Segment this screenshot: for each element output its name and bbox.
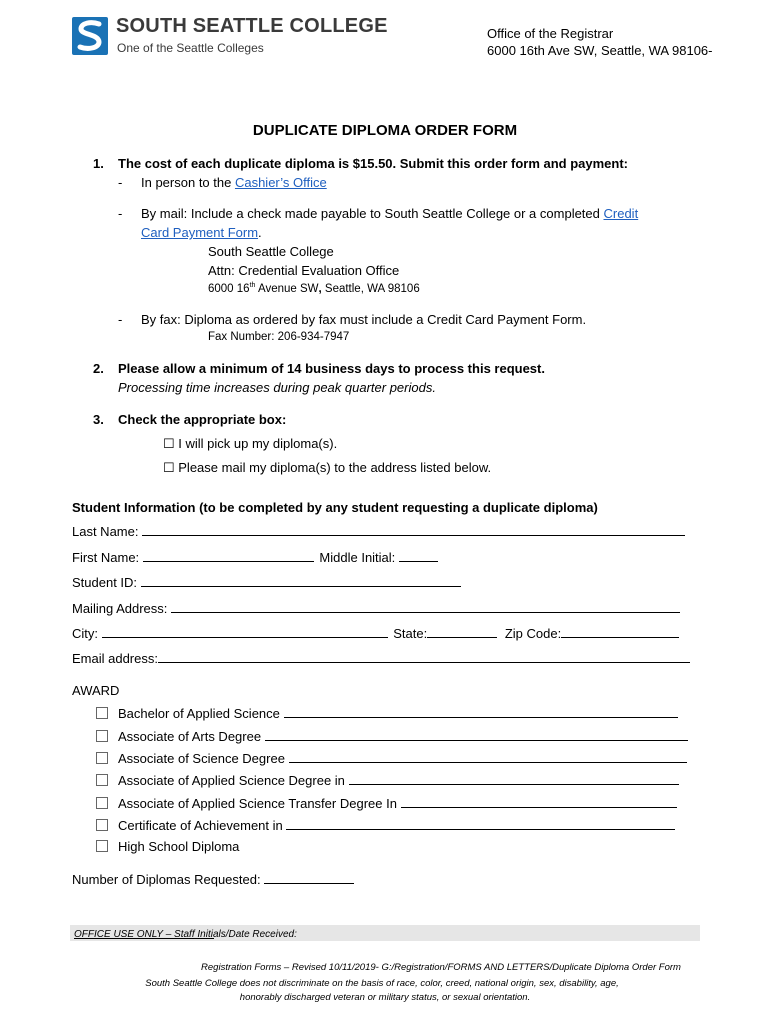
by-mail-prefix: By mail: Include a check made payable to South Seattle College or a completed (141, 206, 604, 221)
office-use-label: OFFICE USE ONLY – Staff Initials/Date Received: (74, 929, 297, 940)
college-tagline: One of the Seattle Colleges (117, 41, 264, 55)
award-checkbox[interactable] (96, 840, 108, 852)
mail-option[interactable]: ☐ Please mail my diploma(s) to the address listed below. (163, 460, 492, 475)
award-detail-field[interactable] (349, 772, 679, 785)
diplomas-requested-label: Number of Diplomas Requested: (72, 872, 261, 887)
first-name-row (72, 549, 438, 565)
student-info-heading: Student Information (to be completed by any student requesting a duplicate diploma) (72, 500, 598, 515)
award-detail-field[interactable] (284, 705, 678, 718)
section-3-number: 3. (93, 412, 104, 427)
award-label: Associate of Applied Science Transfer Degree In (118, 796, 397, 811)
office-address: 6000 16th Ave SW, Seattle, WA 98106- (487, 43, 713, 58)
award-label: Associate of Science Degree (118, 751, 285, 766)
award-checkbox[interactable] (96, 797, 108, 809)
bullet-by-mail (118, 206, 639, 221)
street-number: 6000 16 (208, 282, 250, 295)
award-checkbox[interactable] (96, 752, 108, 764)
award-heading: AWARD (72, 683, 120, 698)
footer-nondiscrimination-2: honorably discharged veteran or military status, or sexual orientation. (239, 992, 531, 1003)
award-checkbox[interactable] (96, 819, 108, 831)
section-3-heading: Check the appropriate box: (118, 412, 287, 427)
city-label: City: (72, 626, 98, 641)
by-mail-text-line2 (141, 225, 262, 240)
office-use-field[interactable] (74, 929, 214, 939)
award-checkbox[interactable] (96, 774, 108, 786)
award-label: Bachelor of Applied Science (118, 706, 280, 721)
first-name-field[interactable] (143, 549, 314, 562)
award-associate-applied-science[interactable] (96, 772, 679, 788)
bullet-in-person (118, 175, 327, 190)
student-id-field[interactable] (141, 574, 461, 587)
award-bachelor-applied-science[interactable] (96, 705, 678, 721)
email-row (72, 650, 690, 666)
email-field[interactable] (158, 650, 690, 663)
diplomas-requested-field[interactable] (264, 871, 354, 884)
student-id-row (72, 574, 461, 590)
award-associate-applied-science-transfer[interactable] (96, 795, 677, 811)
registrar-office-info (487, 25, 712, 59)
last-name-field[interactable] (142, 523, 685, 536)
credit-card-form-link-cont[interactable]: Card Payment Form (141, 225, 259, 240)
street-suffix: th (249, 282, 256, 289)
mail-address-line3 (208, 282, 420, 295)
college-name: SOUTH SEATTLE COLLEGE (116, 15, 388, 37)
section-1-heading: The cost of each duplicate diploma is $15.50. Submit this order form and payment: (118, 156, 628, 171)
award-label: Certificate of Achievement in (118, 818, 283, 833)
section-1-number: 1. (93, 156, 104, 171)
by-fax-text: By fax: Diploma as ordered by fax must include a Credit Card Payment Form. (141, 312, 587, 327)
footer-nondiscrimination-1: South Seattle College does not discriminate on the basis of race, color, creed, national origin, sex, disability, age, (145, 978, 619, 989)
award-label: Associate of Applied Science Degree in (118, 773, 345, 788)
award-checkbox[interactable] (96, 730, 108, 742)
street-name: Avenue SW (255, 282, 319, 295)
state-field[interactable] (427, 625, 497, 638)
mailing-address-field[interactable] (171, 600, 680, 613)
form-title: DUPLICATE DIPLOMA ORDER FORM (252, 122, 518, 139)
award-associate-science[interactable] (96, 750, 687, 766)
last-name-row (72, 523, 685, 539)
diplomas-requested-row (72, 871, 354, 887)
last-name-label: Last Name: (72, 524, 139, 539)
office-name: Office of the Registrar (487, 26, 614, 41)
pickup-option[interactable]: ☐ I will pick up my diploma(s). (163, 436, 338, 451)
zip-field[interactable] (561, 625, 679, 638)
by-mail-text (141, 206, 638, 221)
award-detail-field[interactable] (265, 728, 688, 741)
footer-revision: Registration Forms – Revised 10/11/2019- G:/Registration/FORMS AND LETTERS/Duplicate Diploma Order Form (201, 962, 681, 973)
award-detail-field[interactable] (401, 795, 677, 808)
email-label: Email address: (72, 651, 158, 666)
zip-label: Zip Code: (504, 626, 562, 641)
processing-note: Processing time increases during peak quarter periods. (118, 380, 436, 395)
mail-address-line2: Attn: Credential Evaluation Office (208, 263, 400, 278)
city-state-zip-row (72, 625, 679, 641)
bullet-dash: - (118, 312, 123, 327)
state-label: State: (393, 626, 428, 641)
office-use-bar (70, 925, 700, 941)
award-high-school-diploma[interactable] (96, 839, 239, 854)
award-label: High School Diploma (118, 839, 240, 854)
middle-initial-field[interactable] (399, 549, 438, 562)
award-certificate-achievement[interactable] (96, 817, 675, 833)
bullet-by-fax (118, 312, 587, 327)
mailing-address-label: Mailing Address: (72, 601, 168, 616)
first-name-label: First Name: (72, 550, 140, 565)
in-person-prefix: In person to the (141, 175, 235, 190)
award-label: Associate of Arts Degree (118, 729, 262, 744)
city-field[interactable] (102, 625, 388, 638)
mail-address-line1: South Seattle College (208, 244, 334, 259)
city-state-zip: Seattle, WA 98106 (321, 282, 420, 295)
mailing-address-row (72, 600, 680, 616)
award-associate-arts[interactable] (96, 728, 688, 744)
college-logo-icon (72, 17, 108, 55)
student-id-label: Student ID: (72, 575, 138, 590)
address-comma: , (318, 282, 322, 295)
section-2-number: 2. (93, 361, 104, 376)
credit-card-form-link[interactable]: Credit (603, 206, 639, 221)
bullet-dash: - (118, 175, 123, 190)
award-detail-field[interactable] (286, 817, 675, 830)
cashiers-office-link[interactable]: Cashier’s Office (234, 175, 327, 190)
middle-initial-label: Middle Initial: (319, 550, 396, 565)
bullet-dash: - (118, 206, 123, 221)
award-detail-field[interactable] (289, 750, 687, 763)
by-mail-suffix: . (258, 225, 262, 240)
section-2-heading: Please allow a minimum of 14 business days to process this request. (118, 361, 545, 376)
in-person-text (141, 175, 327, 190)
fax-number: Fax Number: 206-934-7947 (208, 331, 350, 343)
award-checkbox[interactable] (96, 707, 108, 719)
